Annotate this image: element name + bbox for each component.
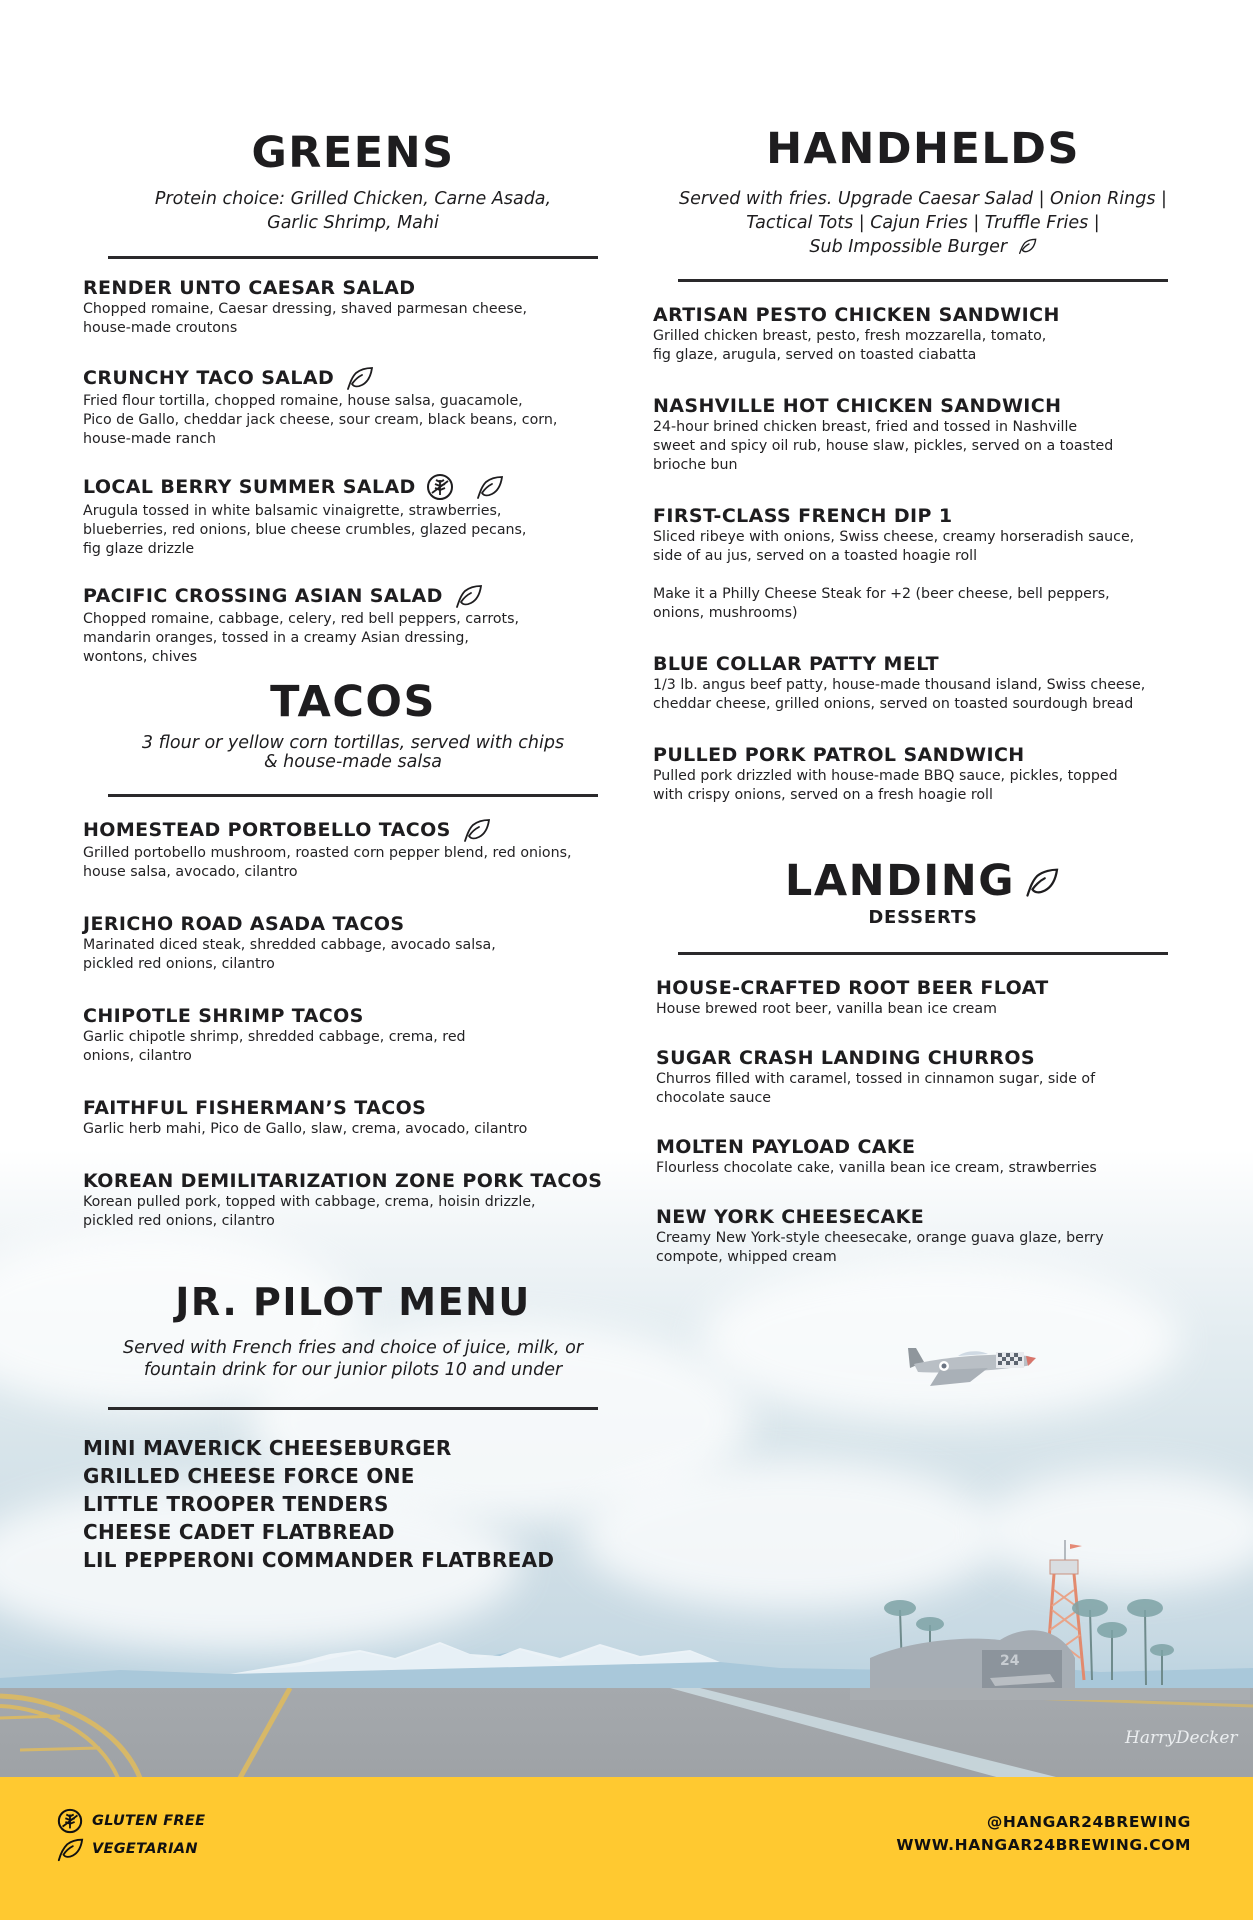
subtitle-line — [653, 235, 1193, 259]
menu-item — [83, 1097, 623, 1139]
vegetarian-icon — [1021, 866, 1061, 898]
item-name — [83, 1170, 623, 1192]
item-name-text: LOCAL BERRY SUMMER SALAD — [83, 476, 416, 498]
section-divider — [108, 794, 598, 797]
item-name — [653, 653, 1193, 675]
menu-item — [83, 817, 623, 882]
vegetarian-icon — [56, 1836, 84, 1862]
tacos-subtitle — [83, 734, 623, 772]
note-line: onions, mushrooms) — [653, 605, 798, 621]
svg-text:24: 24 — [1000, 1653, 1020, 1669]
section-divider — [108, 1407, 598, 1410]
dietary-legend — [56, 1807, 205, 1863]
item-description — [83, 1120, 623, 1139]
vegetarian-icon — [461, 817, 491, 843]
item-description — [83, 610, 623, 667]
vegetarian-icon — [453, 583, 483, 609]
desc-line: Grilled portobello mushroom, roasted corn pepper blend, red onions, — [83, 845, 572, 861]
greens-title: GREENS — [251, 128, 455, 178]
menu-item — [653, 395, 1193, 475]
item-name — [83, 913, 623, 935]
gluten-free-icon — [426, 473, 454, 501]
item-description — [656, 1159, 1193, 1178]
section-divider — [678, 952, 1168, 955]
desc-line: Grilled chicken breast, pesto, fresh mozzarella, tomato, — [653, 328, 1047, 344]
desc-line: Pico de Gallo, cheddar jack cheese, sour cream, black beans, corn, — [83, 412, 558, 428]
contact-info — [896, 1811, 1191, 1857]
desc-line: 24-hour brined chicken breast, fried and tossed in Nashville — [653, 419, 1078, 435]
menu-item — [653, 304, 1193, 365]
item-description — [653, 418, 1193, 475]
desc-line: wontons, chives — [83, 649, 198, 665]
artist-signature: HarryDecker — [1125, 1728, 1238, 1748]
desc-line: compote, whipped cream — [656, 1249, 837, 1265]
desc-line: 1/3 lb. angus beef patty, house-made thousand island, Swiss cheese, — [653, 677, 1146, 693]
greens-subtitle — [83, 187, 623, 235]
landing-subtitle: DESSERTS — [868, 907, 978, 928]
item-name-text: BLUE COLLAR PATTY MELT — [653, 653, 939, 675]
subtitle-line: Tactical Tots | Cajun Fries | Truffle Fries | — [746, 213, 1100, 233]
item-name-text: KOREAN DEMILITARIZATION ZONE PORK TACOS — [83, 1170, 603, 1192]
desc-line: mandarin oranges, tossed in a creamy Asian dressing, — [83, 630, 469, 646]
menu-item — [656, 1206, 1193, 1267]
desc-line: Garlic herb mahi, Pico de Gallo, slaw, crema, avocado, cilantro — [83, 1121, 528, 1137]
desc-line: Sliced ribeye with onions, Swiss cheese, creamy horseradish sauce, — [653, 529, 1135, 545]
subtitle-line-text: Sub Impossible Burger — [809, 237, 1008, 257]
website-link[interactable]: WWW.HANGAR24BREWING.COM — [896, 1836, 1191, 1854]
desc-line: Chopped romaine, Caesar dressing, shaved parmesan cheese, — [83, 301, 528, 317]
item-name — [653, 744, 1193, 766]
left-column — [83, 128, 623, 1574]
item-name-text: CHIPOTLE SHRIMP TACOS — [83, 1005, 364, 1027]
kids-menu-item: LITTLE TROOPER TENDERS — [83, 1492, 389, 1516]
item-description — [653, 767, 1193, 805]
item-description — [653, 327, 1193, 365]
item-name-text: NASHVILLE HOT CHICKEN SANDWICH — [653, 395, 1062, 417]
item-name — [83, 1097, 623, 1119]
subtitle-line: & house-made salsa — [263, 752, 443, 772]
item-name — [656, 1047, 1193, 1069]
desc-line: Fried flour tortilla, chopped romaine, house salsa, guacamole, — [83, 393, 523, 409]
gluten-free-icon — [56, 1808, 84, 1834]
item-name — [83, 365, 623, 391]
desc-line: Arugula tossed in white balsamic vinaigrette, strawberries, — [83, 503, 502, 519]
legend-label: GLUTEN FREE — [92, 1813, 206, 1829]
item-name-text: FIRST-CLASS FRENCH DIP 1 — [653, 505, 953, 527]
desc-line: house-made ranch — [83, 431, 216, 447]
item-description — [656, 1000, 1193, 1019]
item-name — [656, 977, 1193, 999]
menu-item — [83, 1170, 623, 1231]
menu-item — [83, 365, 623, 449]
handhelds-subtitle — [653, 187, 1193, 259]
desc-line: sweet and spicy oil rub, house slaw, pickles, served on a toasted — [653, 438, 1114, 454]
subtitle-line: fountain drink for our junior pilots 10 and under — [143, 1360, 563, 1380]
menu-item — [83, 473, 623, 559]
item-description — [83, 1193, 623, 1231]
item-name — [653, 304, 1193, 326]
menu-item — [83, 1005, 623, 1066]
menu-item — [83, 583, 623, 667]
desc-line: fig glaze drizzle — [83, 541, 195, 557]
desc-line: Chopped romaine, cabbage, celery, red bell peppers, carrots, — [83, 611, 519, 627]
desc-line: House brewed root beer, vanilla bean ice cream — [656, 1001, 997, 1017]
subtitle-line: Garlic Shrimp, Mahi — [267, 213, 439, 233]
legend-gluten-free — [56, 1807, 205, 1835]
menu-item — [656, 1136, 1193, 1178]
vegetarian-icon — [474, 474, 504, 500]
legend-vegetarian — [56, 1835, 205, 1863]
item-description — [656, 1229, 1193, 1267]
item-upgrade-note — [653, 585, 1193, 623]
greens-section — [83, 128, 623, 667]
subtitle-line: Served with fries. Upgrade Caesar Salad | Onion Rings | — [679, 189, 1167, 209]
item-name — [653, 395, 1193, 417]
item-description — [653, 676, 1193, 714]
item-name-text: NEW YORK CHEESECAKE — [656, 1206, 925, 1228]
desc-line: brioche bun — [653, 457, 738, 473]
desc-line: fig glaze, arugula, served on toasted ciabatta — [653, 347, 977, 363]
subtitle-line: Served with French fries and choice of juice, milk, or — [122, 1338, 584, 1358]
desc-line: cheddar cheese, grilled onions, served on toasted sourdough bread — [653, 696, 1134, 712]
desc-line: house salsa, avocado, cilantro — [83, 864, 298, 880]
landing-title: LANDING — [784, 856, 1016, 906]
menu-item — [83, 277, 623, 338]
kids-menu-item: MINI MAVERICK CHEESEBURGER — [83, 1436, 452, 1460]
vegetarian-icon — [1017, 237, 1037, 255]
desc-line: Garlic chipotle shrimp, shredded cabbage, crema, red — [83, 1029, 466, 1045]
item-name — [83, 817, 623, 843]
landing-title-row — [653, 856, 1193, 906]
menu-item — [653, 653, 1193, 714]
desc-line: with crispy onions, served on a fresh hoagie roll — [653, 787, 993, 803]
menu-item — [83, 913, 623, 974]
item-name-text: MOLTEN PAYLOAD CAKE — [656, 1136, 916, 1158]
item-name-text: CRUNCHY TACO SALAD — [83, 367, 335, 389]
item-name-text: PULLED PORK PATROL SANDWICH — [653, 744, 1025, 766]
item-name-text: RENDER UNTO CAESAR SALAD — [83, 277, 416, 299]
item-name-text: SUGAR CRASH LANDING CHURROS — [656, 1047, 1035, 1069]
item-name-text: PACIFIC CROSSING ASIAN SALAD — [83, 585, 443, 607]
item-description — [656, 1070, 1193, 1108]
menu-item — [653, 505, 1193, 623]
subtitle-line: 3 flour or yellow corn tortillas, served with chips — [141, 733, 565, 753]
legend-label: VEGETARIAN — [92, 1841, 198, 1857]
jr-pilot-section — [83, 1280, 623, 1574]
item-name — [656, 1206, 1193, 1228]
item-name-text: JERICHO ROAD ASADA TACOS — [83, 913, 405, 935]
item-name — [83, 473, 623, 501]
footer-bar — [0, 1777, 1253, 1920]
desc-line: pickled red onions, cilantro — [83, 956, 275, 972]
item-name-text: FAITHFUL FISHERMAN’S TACOS — [83, 1097, 427, 1119]
kids-menu-item: GRILLED CHEESE FORCE ONE — [83, 1464, 415, 1488]
right-column — [653, 124, 1193, 1295]
item-description — [653, 528, 1193, 566]
social-handle[interactable]: @HANGAR24BREWING — [986, 1813, 1191, 1831]
menu-item — [653, 744, 1193, 805]
vegetarian-icon — [344, 365, 374, 391]
item-description — [83, 1028, 623, 1066]
item-name — [83, 583, 623, 609]
desc-line: Marinated diced steak, shredded cabbage, avocado salsa, — [83, 937, 496, 953]
item-description — [83, 502, 623, 559]
desc-line: Korean pulled pork, topped with cabbage, crema, hoisin drizzle, — [83, 1194, 536, 1210]
item-name — [656, 1136, 1193, 1158]
desc-line: Churros filled with caramel, tossed in cinnamon sugar, side of — [656, 1071, 1096, 1087]
desc-line: Pulled pork drizzled with house-made BBQ sauce, pickles, topped — [653, 768, 1118, 784]
item-description — [83, 300, 623, 338]
jr-pilot-subtitle — [83, 1337, 623, 1381]
kids-menu-item: CHEESE CADET FLATBREAD — [83, 1520, 395, 1544]
desc-line: chocolate sauce — [656, 1090, 771, 1106]
item-name-text: HOMESTEAD PORTOBELLO TACOS — [83, 819, 451, 841]
desc-line: house-made croutons — [83, 320, 238, 336]
handhelds-title: HANDHELDS — [766, 124, 1080, 174]
desc-line: onions, cilantro — [83, 1048, 192, 1064]
kids-menu-list — [83, 1434, 623, 1574]
item-name — [83, 277, 623, 299]
desc-line: Flourless chocolate cake, vanilla bean ice cream, strawberries — [656, 1160, 1097, 1176]
landing-section — [653, 856, 1193, 1267]
tacos-title: TACOS — [270, 677, 436, 727]
item-name-text: HOUSE-CRAFTED ROOT BEER FLOAT — [656, 977, 1049, 999]
subtitle-line: Protein choice: Grilled Chicken, Carne Asada, — [154, 189, 552, 209]
item-description — [83, 844, 623, 882]
desc-line: pickled red onions, cilantro — [83, 1213, 275, 1229]
item-name — [83, 1005, 623, 1027]
item-description — [83, 392, 623, 449]
section-divider — [108, 256, 598, 259]
menu-item — [656, 1047, 1193, 1108]
item-name-text: ARTISAN PESTO CHICKEN SANDWICH — [653, 304, 1060, 326]
desc-line: side of au jus, served on a toasted hoagie roll — [653, 548, 978, 564]
desc-line: blueberries, red onions, blue cheese crumbles, glazed pecans, — [83, 522, 527, 538]
item-description — [83, 936, 623, 974]
item-name — [653, 505, 1193, 527]
jr-pilot-title: JR. PILOT MENU — [175, 1280, 531, 1324]
kids-menu-item: LIL PEPPERONI COMMANDER FLATBREAD — [83, 1548, 555, 1572]
handhelds-section — [653, 124, 1193, 805]
desc-line: Creamy New York-style cheesecake, orange guava glaze, berry — [656, 1230, 1104, 1246]
section-divider — [678, 279, 1168, 282]
note-line: Make it a Philly Cheese Steak for +2 (beer cheese, bell peppers, — [653, 586, 1110, 602]
menu-item — [656, 977, 1193, 1019]
dessert-list — [653, 977, 1193, 1267]
tacos-section — [83, 677, 623, 1231]
